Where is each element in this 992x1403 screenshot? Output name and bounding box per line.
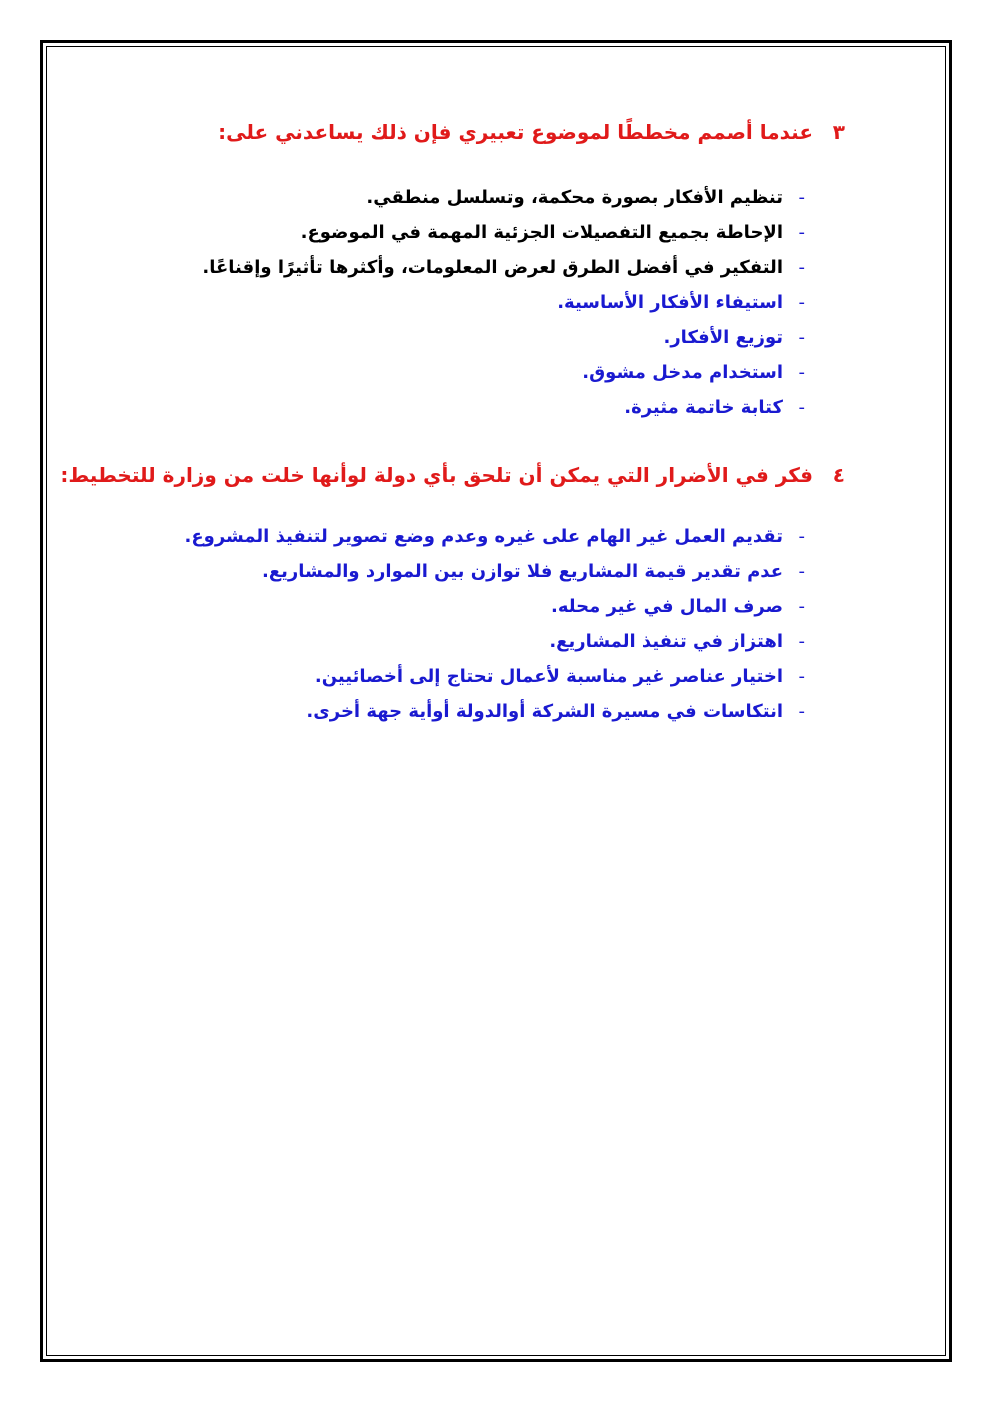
list-item-text: تقديم العمل غير الهام على غيره وعدم وضع تصوير لتنفيذ المشروع. [184,526,783,547]
list-item-text: كتابة خاتمة مثيرة. [624,397,783,418]
list-marker: - [798,362,805,383]
list-item [120,519,805,554]
list-marker: - [798,397,805,418]
list-marker: - [798,257,805,278]
list-item-text: الإحاطة بجميع التفصيلات الجزئية المهمة في الموضوع. [300,222,783,243]
question-4-list [120,519,845,729]
list-item-text: عدم تقدير قيمة المشاريع فلا توازن بين الموارد والمشاريع. [262,561,783,582]
list-item [120,250,805,285]
question-3-heading [120,118,845,146]
list-item [120,390,805,425]
list-item-text: اهتزاز في تنفيذ المشاريع. [549,631,783,652]
list-marker: - [798,222,805,243]
list-item [120,694,805,729]
list-item [120,215,805,250]
list-item-text: توزيع الأفكار. [663,327,783,348]
list-item-text: استخدام مدخل مشوق. [582,362,783,383]
list-item-text: انتكاسات في مسيرة الشركة أوالدولة أوأية جهة أخرى. [306,701,783,722]
question-3-number: ٣ [832,120,845,144]
question-4-number: ٤ [832,463,845,487]
document-content [60,118,845,729]
list-item-text: صرف المال في غير محله. [551,596,783,617]
list-marker: - [798,561,805,582]
list-item-text: التفكير في أفضل الطرق لعرض المعلومات، وأكثرها تأثيرًا وإقناعًا. [202,257,783,278]
list-item-text: اختيار عناصر غير مناسبة لأعمال تحتاج إلى أخصائيين. [314,666,783,687]
list-marker: - [798,327,805,348]
list-item [120,180,805,215]
question-4-text: فكر في الأضرار التي يمكن أن تلحق بأي دولة لوأنها خلت من وزارة للتخطيط: [60,463,813,487]
list-item [120,589,805,624]
list-item [120,320,805,355]
list-item [120,624,805,659]
list-marker: - [798,596,805,617]
list-item [120,659,805,694]
list-marker: - [798,631,805,652]
list-marker: - [798,666,805,687]
list-marker: - [798,526,805,547]
list-item [120,355,805,390]
question-3-list [120,180,845,425]
list-marker: - [798,701,805,722]
list-item [120,285,805,320]
list-item [120,554,805,589]
list-marker: - [798,292,805,313]
question-4-heading [60,461,845,489]
list-item-text: استيفاء الأفكار الأساسية. [557,292,783,313]
question-3-text: عندما أصمم مخططًا لموضوع تعبيري فإن ذلك يساعدني على: [218,120,813,144]
list-marker: - [798,187,805,208]
list-item-text: تنظيم الأفكار بصورة محكمة، وتسلسل منطقي. [366,187,783,208]
